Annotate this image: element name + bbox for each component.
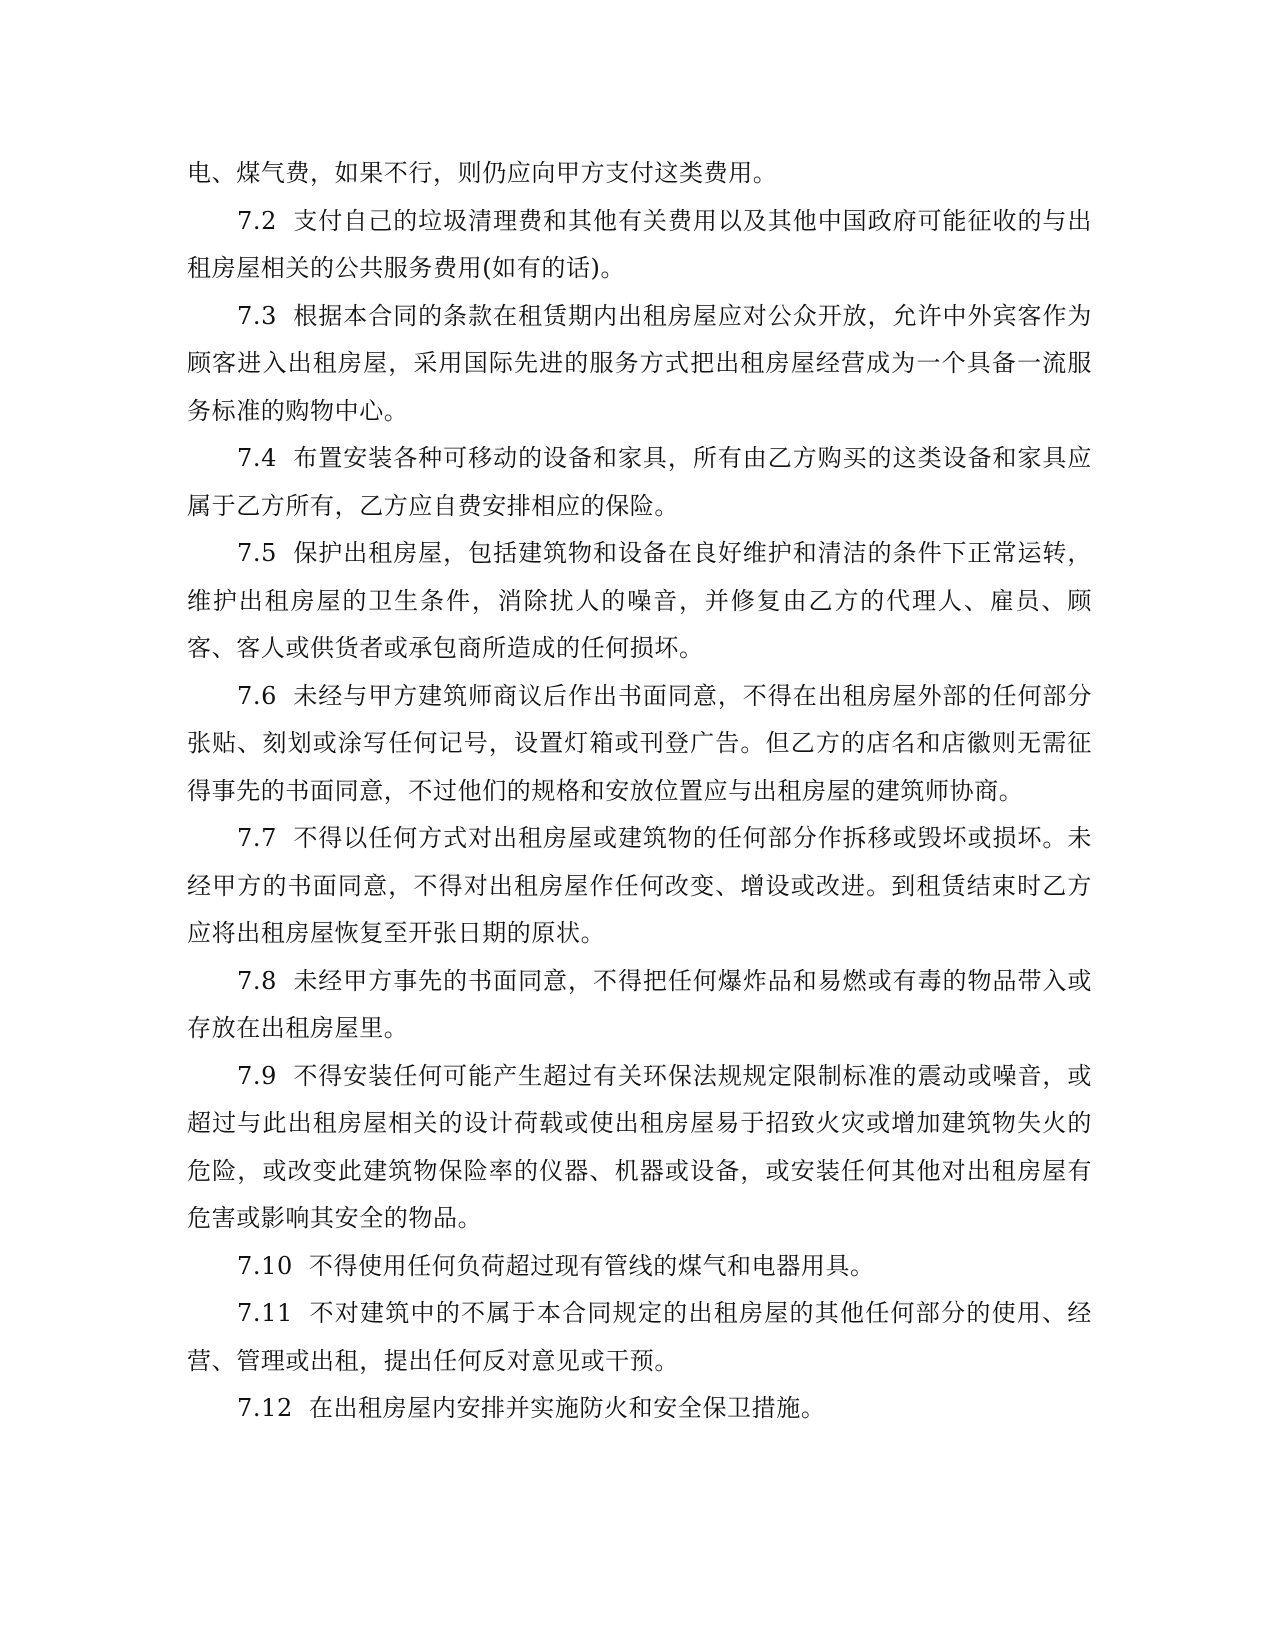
clause-number: 7.11 [237, 1299, 293, 1327]
clause-number: 7.2 [237, 206, 277, 235]
clause-text: 不对建筑中的不属于本合同规定的出租房屋的其他任何部分的使用、经营、管理或出租，提出任何反对意见或干预。 [187, 1299, 1092, 1375]
clause-text: 未经与甲方建筑师商议后作出书面同意，不得在出租房屋外部的任何部分张贴、刻划或涂写任何记号，设置灯箱或刊登广告。但乙方的店名和店徽则无需征得事先的书面同意，不过他们的规格和安放位置应与出租房屋的建筑师协商。 [187, 681, 1092, 805]
clause-number: 7.12 [237, 1394, 293, 1422]
clause-number: 7.6 [237, 681, 277, 710]
clause-text: 不得安装任何可能产生超过有关环保法规规定限制标准的震动或噪音，或超过与此出租房屋相关的设计荷载或使出租房屋易于招致火灾或增加建筑物失火的危险，或改变此建筑物保险率的仪器、机器或设备，或安装任何其他对出租房屋有危害或影响其安全的物品。 [187, 1061, 1092, 1232]
clause-7-12 [187, 1385, 1092, 1433]
clause-7-10 [187, 1243, 1092, 1291]
clause-number: 7.4 [237, 444, 277, 472]
clause-7-7 [187, 815, 1092, 958]
paragraph-text: 电、煤气费，如果不行，则仍应向甲方支付这类费用。 [187, 159, 778, 187]
clause-number: 7.9 [237, 1061, 277, 1090]
clause-7-9 [187, 1053, 1092, 1243]
clause-number: 7.5 [237, 539, 277, 567]
clause-number: 7.8 [237, 966, 277, 995]
clause-7-8 [187, 958, 1092, 1053]
clause-text: 不得使用任何负荷超过现有管线的煤气和电器用具。 [308, 1251, 875, 1280]
document-body [187, 150, 1092, 1433]
clause-number: 7.10 [237, 1251, 293, 1280]
clause-text: 未经甲方事先的书面同意，不得把任何爆炸品和易燃或有毒的物品带入或存放在出租房屋里。 [187, 966, 1092, 1042]
clause-text: 不得以任何方式对出租房屋或建筑物的任何部分作拆移或毁坏或损坏。未经甲方的书面同意，不得对出租房屋作任何改变、增设或改进。到租赁结束时乙方应将出租房屋恢复至开张日期的原状。 [187, 824, 1092, 947]
clause-text: 布置安装各种可移动的设备和家具，所有由乙方购买的这类设备和家具应属于乙方所有，乙方应自费安排相应的保险。 [187, 444, 1092, 520]
paragraph-continued [187, 150, 1092, 198]
clause-text: 根据本合同的条款在租赁期内出租房屋应对公众开放，允许中外宾客作为顾客进入出租房屋，采用国际先进的服务方式把出租房屋经营成为一个具备一流服务标准的购物中心。 [187, 301, 1092, 425]
clause-text: 在出租房屋内安排并实施防火和安全保卫措施。 [308, 1394, 826, 1422]
clause-text: 保护出租房屋，包括建筑物和设备在良好维护和清洁的条件下正常运转，维护出租房屋的卫生条件，消除扰人的噪音，并修复由乙方的代理人、雇员、顾客、客人或供货者或承包商所造成的任何损坏。 [187, 539, 1092, 662]
clause-number: 7.3 [237, 301, 277, 330]
clause-7-5 [187, 530, 1092, 673]
clause-7-11 [187, 1290, 1092, 1385]
clause-text: 支付自己的垃圾清理费和其他有关费用以及其他中国政府可能征收的与出租房屋相关的公共服务费用(如有的话)。 [187, 206, 1092, 282]
clause-number: 7.7 [237, 824, 277, 852]
clause-7-4 [187, 435, 1092, 530]
clause-7-3 [187, 293, 1092, 436]
clause-7-2 [187, 198, 1092, 293]
clause-7-6 [187, 673, 1092, 816]
